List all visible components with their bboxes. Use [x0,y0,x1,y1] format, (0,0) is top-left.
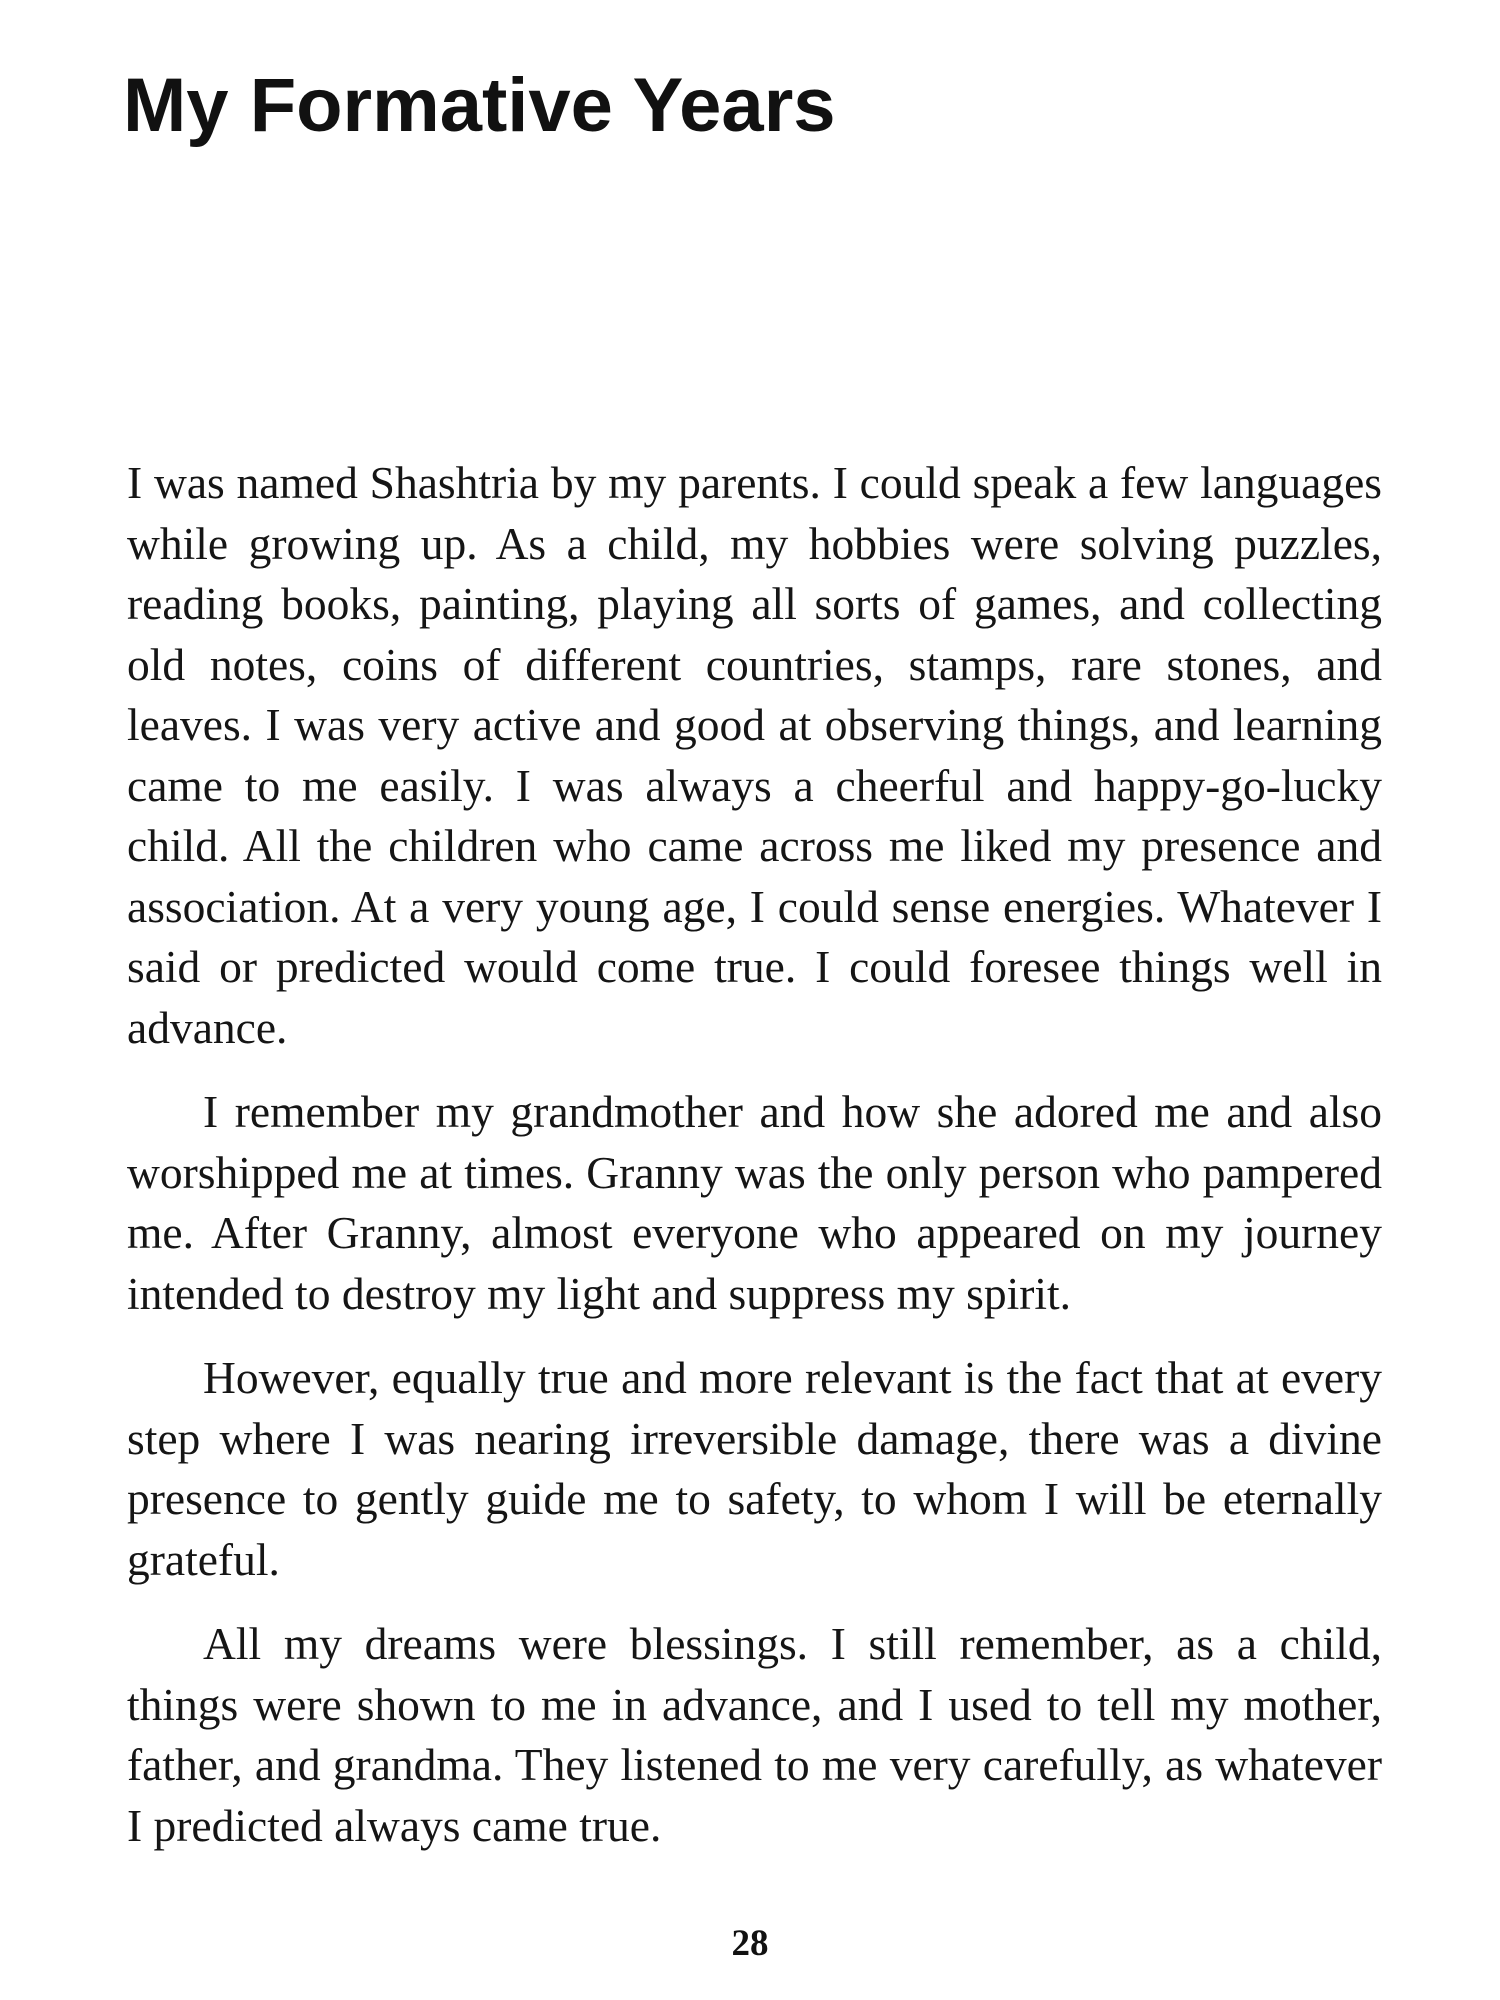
paragraph: However, equally true and more relevant is the fact that at every step where I was nearing irreversible damage, there was a divine presence to gently guide me to safety, to whom I will be eternally grateful. [127,1352,1382,1585]
paragraph: I was named Shashtria by my parents. I could speak a few languages while growing up. As a child, my hobbies were solving puzzles, reading books, painting, playing all sorts of games, and collecting old notes, coins of different countries, stamps, rare stones, and leaves. I was very active and good at observing things, and learning came to me easily. I was always a cheerful and happy-go-lucky child. All the children who came across me liked my presence and association. At a very young age, I could sense energies. Whatever I said or predicted would come true. I could foresee things well in advance. [127,457,1382,1053]
paragraph: I remember my grandmother and how she adored me and also worshipped me at times. Granny was the only person who pampered me. After Granny, almost everyone who appeared on my journey intended to destroy my light and suppress my spirit. [127,1086,1382,1319]
chapter-title: My Formative Years [123,63,836,148]
page-number: 28 [731,1923,769,1964]
chapter-body [127,453,1382,1880]
paragraph: All my dreams were blessings. I still remember, as a child, things were shown to me in advance, and I used to tell my mother, father, and grandma. They listened to me very carefully, as whatever I predicted always came true. [127,1618,1382,1851]
